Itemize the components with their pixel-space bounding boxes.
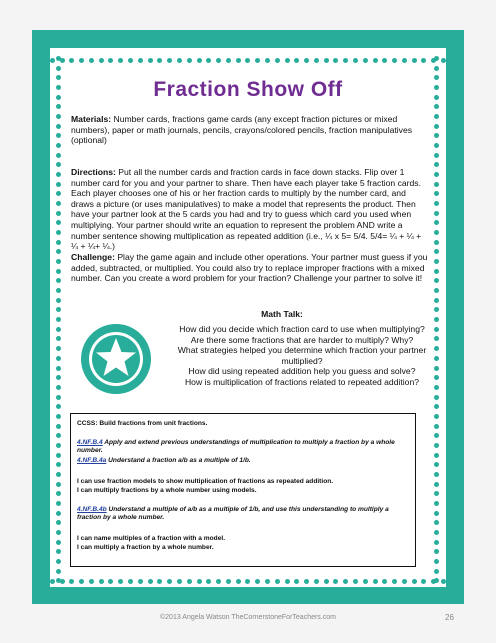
border-dot — [434, 56, 439, 61]
border-dot — [434, 278, 439, 283]
standard-text: Understand a fraction a/b as a multiple of 1/b. — [106, 457, 251, 464]
border-dot — [206, 579, 211, 584]
math-talk-question: How did using repeated addition help you guess and solve? — [188, 366, 416, 377]
border-dot — [50, 579, 55, 584]
border-dot — [56, 462, 61, 467]
border-dot — [343, 579, 348, 584]
border-dot — [451, 579, 456, 584]
border-dot — [89, 579, 94, 584]
border-dot — [56, 327, 61, 332]
border-dot — [177, 579, 182, 584]
border-dot — [148, 579, 153, 584]
border-dot — [434, 201, 439, 206]
border-dot — [353, 58, 358, 63]
border-dot — [56, 66, 61, 71]
border-dot — [412, 579, 417, 584]
border-dot — [333, 58, 338, 63]
border-dot — [56, 336, 61, 341]
border-dot — [434, 404, 439, 409]
border-dot — [434, 501, 439, 506]
border-dot — [138, 579, 143, 584]
border-dot — [285, 579, 290, 584]
standard-4nfb4a — [77, 457, 411, 465]
border-dot — [333, 579, 338, 584]
border-dot — [434, 211, 439, 216]
border-dot — [56, 172, 61, 177]
border-dot — [128, 58, 133, 63]
border-dot — [56, 104, 61, 109]
border-dot — [373, 579, 378, 584]
border-dot — [434, 549, 439, 554]
standard-4nfb4 — [77, 439, 411, 455]
border-dot — [56, 191, 61, 196]
border-dot — [56, 569, 61, 574]
copyright-footer: ©2013 Angela Watson TheCornerstoneForTeachers.com — [160, 614, 336, 621]
border-dot — [56, 395, 61, 400]
border-dot — [56, 259, 61, 264]
border-dot — [434, 453, 439, 458]
page-number: 26 — [445, 613, 454, 622]
border-dot — [56, 201, 61, 206]
border-dot — [128, 579, 133, 584]
standard-text: Understand a multiple of a/b as a multiple of 1/b, and use this understanding to multiply a fraction by a whole number. — [77, 506, 389, 522]
border-dot — [392, 579, 397, 584]
border-dot — [421, 58, 426, 63]
border-dot — [56, 278, 61, 283]
border-dot — [434, 249, 439, 254]
border-dot — [402, 58, 407, 63]
border-dot — [89, 58, 94, 63]
border-dot — [434, 104, 439, 109]
border-dot — [434, 520, 439, 525]
math-talk-question: Are there some fractions that are harder to multiply? Why? — [190, 334, 414, 345]
border-dot — [434, 307, 439, 312]
border-dot — [56, 424, 61, 429]
border-dot — [56, 153, 61, 158]
border-dot — [382, 58, 387, 63]
border-dot — [56, 240, 61, 245]
border-dot — [304, 58, 309, 63]
border-dot — [56, 414, 61, 419]
standard-link-4nfb4[interactable]: 4.NF.B.4 — [77, 439, 103, 446]
border-dot — [187, 58, 192, 63]
border-dot — [56, 511, 61, 516]
border-dot — [138, 58, 143, 63]
page-title: Fraction Show Off — [153, 78, 343, 101]
border-dot — [56, 482, 61, 487]
border-dot — [434, 317, 439, 322]
standards-box — [70, 413, 416, 567]
border-dot — [236, 579, 241, 584]
border-dot — [434, 133, 439, 138]
border-dot — [56, 114, 61, 119]
border-dot — [187, 579, 192, 584]
border-dot — [56, 404, 61, 409]
border-dot — [434, 443, 439, 448]
border-dot — [236, 58, 241, 63]
border-dot — [56, 220, 61, 225]
border-dot — [441, 579, 446, 584]
border-dot — [451, 58, 456, 63]
border-dot — [434, 433, 439, 438]
border-dot — [56, 472, 61, 477]
border-dot — [56, 346, 61, 351]
border-dot — [314, 579, 319, 584]
border-dot — [56, 559, 61, 564]
border-dot — [206, 58, 211, 63]
border-dot — [363, 579, 368, 584]
border-dot — [434, 530, 439, 535]
border-dot — [56, 375, 61, 380]
materials-label: Materials: — [71, 114, 112, 124]
border-dot — [434, 288, 439, 293]
border-dot — [56, 549, 61, 554]
border-dot — [434, 482, 439, 487]
border-dot — [56, 578, 61, 583]
border-dot — [434, 269, 439, 274]
border-dot — [56, 433, 61, 438]
border-dot — [56, 443, 61, 448]
border-dot — [99, 579, 104, 584]
border-dot — [79, 58, 84, 63]
border-dot — [265, 58, 270, 63]
border-dot — [245, 58, 250, 63]
border-dot — [99, 58, 104, 63]
border-dot — [56, 366, 61, 371]
i-can-statement: I can multiply fractions by a whole number using models. — [77, 487, 257, 494]
border-dot — [412, 58, 417, 63]
border-dot — [434, 472, 439, 477]
border-dot — [382, 579, 387, 584]
border-dot — [56, 307, 61, 312]
border-dot — [56, 133, 61, 138]
border-dot — [314, 58, 319, 63]
math-talk-question: How is multiplication of fractions related to repeated addition? — [184, 376, 420, 387]
border-dot — [294, 579, 299, 584]
border-dot — [434, 66, 439, 71]
border-dot — [40, 579, 45, 584]
border-dot — [434, 153, 439, 158]
border-dot — [434, 414, 439, 419]
border-dot — [56, 269, 61, 274]
border-dot — [434, 172, 439, 177]
border-dot — [373, 58, 378, 63]
materials-paragraph — [71, 114, 429, 146]
border-dot — [434, 162, 439, 167]
border-dot — [56, 124, 61, 129]
math-talk-question: What strategies helped you determine which fraction your partner multiplied? — [177, 345, 427, 366]
standard-4nfb4b — [77, 506, 411, 522]
border-dot — [118, 58, 123, 63]
directions-paragraph — [71, 167, 429, 252]
border-dot — [197, 579, 202, 584]
math-talk-question: How did you decide which fraction card to use when multiplying? — [179, 324, 425, 334]
border-dot — [56, 56, 61, 61]
border-dot — [56, 211, 61, 216]
border-dot — [56, 491, 61, 496]
border-dot — [56, 356, 61, 361]
border-dot — [56, 540, 61, 545]
border-dot — [56, 385, 61, 390]
border-dot — [265, 579, 270, 584]
border-dot — [177, 58, 182, 63]
border-dot — [434, 143, 439, 148]
border-dot — [118, 579, 123, 584]
challenge-label: Challenge: — [71, 252, 115, 262]
border-dot — [434, 182, 439, 187]
border-dot — [285, 58, 290, 63]
border-dot — [69, 58, 74, 63]
border-dot — [441, 58, 446, 63]
border-dot — [324, 58, 329, 63]
border-dot — [402, 579, 407, 584]
border-dot — [434, 578, 439, 583]
border-dot — [363, 58, 368, 63]
border-dot — [421, 579, 426, 584]
border-dot — [226, 58, 231, 63]
border-dot — [434, 395, 439, 400]
border-dot — [50, 58, 55, 63]
border-dot — [226, 579, 231, 584]
border-dot — [157, 579, 162, 584]
border-dot — [148, 58, 153, 63]
border-dot — [434, 240, 439, 245]
border-dot — [56, 453, 61, 458]
math-talk-questions — [157, 324, 447, 388]
border-dot — [245, 579, 250, 584]
border-dot — [353, 579, 358, 584]
border-dot — [56, 182, 61, 187]
border-dot — [56, 530, 61, 535]
border-dot — [56, 230, 61, 235]
border-dot — [56, 317, 61, 322]
dot-border-top — [40, 58, 456, 64]
border-dot — [294, 58, 299, 63]
border-dot — [216, 58, 221, 63]
border-dot — [434, 191, 439, 196]
border-dot — [392, 58, 397, 63]
border-dot — [275, 579, 280, 584]
border-dot — [434, 220, 439, 225]
border-dot — [275, 58, 280, 63]
i-can-statement: I can name multiples of a fraction with a model. — [77, 535, 226, 542]
border-dot — [40, 58, 45, 63]
border-dot — [167, 579, 172, 584]
star-icon — [80, 323, 152, 395]
border-dot — [108, 58, 113, 63]
dot-border-right — [434, 56, 440, 584]
border-dot — [56, 249, 61, 254]
standards-heading: CCSS: Build fractions from unit fractions. — [77, 420, 208, 427]
border-dot — [56, 298, 61, 303]
border-dot — [157, 58, 162, 63]
border-dot — [434, 540, 439, 545]
challenge-paragraph — [71, 252, 429, 284]
border-dot — [434, 569, 439, 574]
border-dot — [56, 501, 61, 506]
border-dot — [79, 579, 84, 584]
border-dot — [434, 424, 439, 429]
border-dot — [434, 298, 439, 303]
border-dot — [434, 462, 439, 467]
math-talk-heading: Math Talk: — [261, 309, 303, 319]
i-can-statement: I can use fraction models to show multiplication of fractions as repeated addition. — [77, 478, 334, 485]
border-dot — [434, 559, 439, 564]
border-dot — [56, 288, 61, 293]
border-dot — [167, 58, 172, 63]
border-dot — [56, 162, 61, 167]
directions-text: Put all the number cards and fraction cards in face down stacks. Flip over 1 number card for you and your partner to share. Then have each player take 5 fraction cards. Each player chooses one of his or her fraction cards to multiply by the number card, and draws a picture (or uses manipulatives) to make a model that represents the product. Then have your partner look at the 5 cards you had and try to guess which card you used when multiplying. Your partner should write an equation to represent the problem AND write a number sentence showing multiplication as repeated addition (i.e., ¼ x 5= 5/4. 5/4= ¼ + ¼ + ¼ + ¼+ ¼.) — [71, 167, 422, 252]
border-dot — [324, 579, 329, 584]
border-dot — [255, 579, 260, 584]
standard-text: Apply and extend previous understandings of multiplication to multiply a fraction by a whole number. — [77, 439, 395, 455]
border-dot — [56, 143, 61, 148]
i-can-statement: I can multiply a fraction by a whole number. — [77, 544, 214, 551]
border-dot — [434, 491, 439, 496]
border-dot — [255, 58, 260, 63]
border-dot — [304, 579, 309, 584]
border-dot — [434, 511, 439, 516]
border-dot — [108, 579, 113, 584]
materials-text: Number cards, fractions game cards (any except fraction pictures or mixed numbers), paper or math journals, pencils, crayons/colored pencils, fraction manipulatives (optional) — [71, 114, 413, 146]
challenge-text: Play the game again and include other operations. Your partner must guess if you added, subtracted, or multiplied. You could also try to replace improper fractions with a mixed number. Can you create a word problem for your fraction? Challenge your partner to solve it! — [71, 252, 428, 284]
standard-link-4nfb4a[interactable]: 4.NF.B.4a — [77, 457, 107, 464]
directions-label: Directions: — [71, 167, 116, 177]
border-dot — [216, 579, 221, 584]
border-dot — [343, 58, 348, 63]
border-dot — [434, 259, 439, 264]
border-dot — [69, 579, 74, 584]
dot-border-bottom — [40, 579, 456, 585]
border-dot — [56, 520, 61, 525]
standard-link-4nfb4b[interactable]: 4.NF.B.4b — [77, 506, 107, 513]
dot-border-left — [56, 56, 62, 584]
border-dot — [434, 114, 439, 119]
border-dot — [434, 230, 439, 235]
border-dot — [197, 58, 202, 63]
border-dot — [434, 124, 439, 129]
